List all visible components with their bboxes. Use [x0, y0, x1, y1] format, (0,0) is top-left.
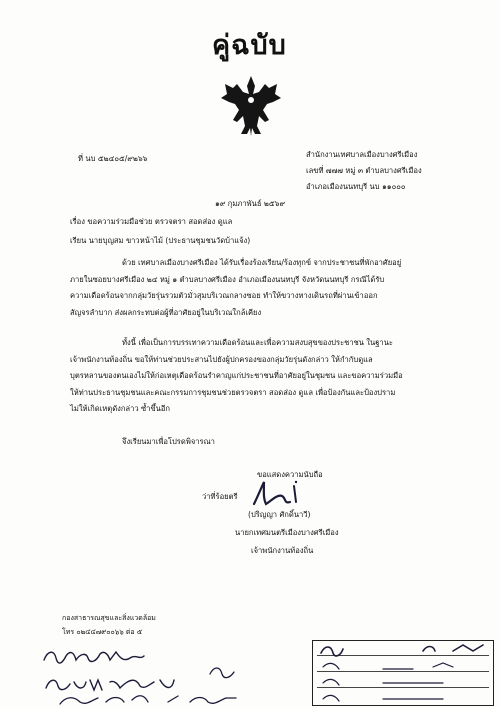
garuda-emblem-icon: [219, 74, 283, 138]
paragraph-2-line-1: ทั้งนี้ เพื่อเป็นการบรรเทาความเดือดร้อนและเพื่อความสงบสุขของประชาชน ในฐานะ: [122, 338, 393, 347]
closing-request: จึงเรียนมาเพื่อโปรดพิจารณา: [122, 437, 215, 446]
signature-position-1: นายกเทศมนตรีเมืองบางศรีเมือง: [235, 528, 339, 537]
recipient-line: เรียน นายบุญสม ขาวหน้าไม้ (ประธานชุมชนวัดบ้าแจ้ง): [70, 236, 251, 245]
signature-name: (ปริญญา ศักดิ์นาวี): [248, 510, 311, 519]
paragraph-2-line-3: บุตรหลานของตนเองไม่ให้ก่อเหตุเดือดร้อนรำคาญแก่ประชาชนที่อาศัยอยู่ในชุมชน และขอความร่วมมือ: [70, 371, 403, 380]
handwritten-note: [40, 644, 280, 708]
paragraph-1-line-3: ความเดือดร้อนจากกลุ่มวัยรุ่นรวมตัวมั่วสุมบริเวณกลางซอย ทำให้ขวางทางเดินรถที่ผ่านเข้าออก: [70, 291, 378, 300]
footer-department: กองสาธารณสุขและสิ่งแวดล้อม: [62, 614, 156, 622]
signature-acting-label: ว่าที่ร้อยตรี: [202, 492, 238, 501]
sender-line-2: เลขที่ ๗๗๗ หมู่ ๓ ตำบลบางศรีเมือง: [306, 166, 422, 175]
paragraph-1-line-4: สัญจรลำบาก ส่งผลกระทบต่อผู้ที่อาศัยอยู่ในบริเวณใกล้เคียง: [70, 307, 262, 317]
sender-line-1: สำนักงานเทศบาลเมืองบางศรีเมือง: [306, 150, 418, 159]
body-paragraph-2: [70, 335, 450, 418]
stamp-handwriting: [313, 641, 493, 705]
body-paragraph-1: [70, 255, 450, 321]
paragraph-1-line-2: ภายในซอยบางศรีเมือง ๒๔ หมู่ ๑ ตำบลบางศรีเมือง อำเภอเมืองนนทบุรี จังหวัดนนทบุรี กรณีได้รับ: [70, 274, 385, 284]
sender-line-3: อำเภอเมืองนนทบุรี นบ ๑๑๐๐๐: [306, 182, 406, 191]
paragraph-2-line-5: ไม่ให้เกิดเหตุดังกล่าว ซ้ำขึ้นอีก: [70, 404, 170, 413]
signature-position-2: เจ้าพนักงานท้องถิ่น: [251, 546, 314, 555]
footer-phone: โทร ๐๒๔๔๗๙๐๐๖๖ ต่อ ๕: [62, 628, 143, 636]
handwritten-signature-icon: [248, 478, 318, 508]
paragraph-2-line-4: ให้ท่านประธานชุมชนและคณะกรรมการชุมชนช่วยตรวจตรา สอดส่อง ดูแล เพื่อป้องกันและป้องปราม: [70, 387, 396, 397]
subject-line: เรื่อง ขอความร่วมมือช่วย ตรวจตรา สอดส่อง ดูแล: [70, 217, 233, 226]
copy-label: คู่ฉบับ: [212, 30, 287, 61]
doc-date: ๑๙ กุมภาพันธ์ ๒๕๖๙: [215, 199, 286, 208]
doc-number: ที่ นบ ๕๒๔๐๕/๙๒๖๖: [78, 154, 148, 163]
paragraph-1-line-1: ด้วย เทศบาลเมืองบางศรีเมือง ได้รับเรื่องร้องเรียน/ร้องทุกข์ จากประชาชนที่พักอาศัยอยู่: [122, 258, 402, 267]
receiving-stamp: [312, 640, 494, 706]
paragraph-2-line-2: เจ้าพนักงานท้องถิ่น ขอให้ท่านช่วยประสานไปยังผู้ปกครองของกลุ่มวัยรุ่นดังกล่าว ให้กำกับดูแล: [70, 354, 373, 364]
signature-regards: ขอแสดงความนับถือ: [257, 470, 323, 479]
